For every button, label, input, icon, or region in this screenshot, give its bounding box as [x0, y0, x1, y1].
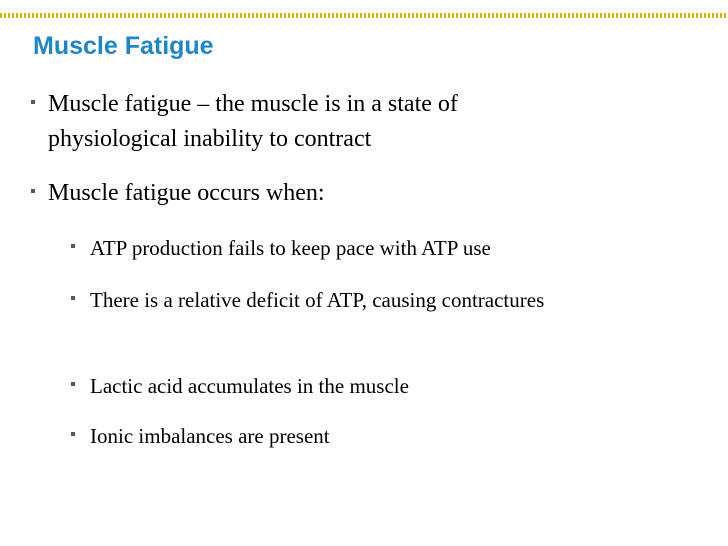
sub-bullet-item — [71, 371, 571, 401]
bullet-square-icon — [31, 100, 35, 104]
bullet-item — [31, 176, 591, 211]
bullet-square-icon — [71, 382, 75, 386]
bullet-square-icon — [71, 244, 75, 248]
sub-bullet-text: Lactic acid accumulates in the muscle — [90, 374, 409, 398]
bullet-square-icon — [71, 432, 75, 436]
bullet-square-icon — [71, 296, 75, 300]
bullet-text: Muscle fatigue – the muscle is in a state of physiological inability to contract — [48, 91, 458, 152]
sub-bullet-item — [71, 285, 571, 315]
sub-bullet-item — [71, 421, 571, 451]
bullet-text: Muscle fatigue occurs when: — [48, 180, 325, 206]
slide-title: Muscle Fatigue — [33, 32, 214, 60]
sub-bullet-item — [71, 233, 651, 263]
bullet-item — [31, 87, 591, 157]
sub-bullet-text: Ionic imbalances are present — [90, 424, 330, 448]
sub-bullet-text: ATP production fails to keep pace with ATP use — [90, 236, 491, 260]
top-dotted-rule — [0, 13, 728, 18]
sub-bullet-text: There is a relative deficit of ATP, causing contractures — [90, 288, 545, 312]
bullet-square-icon — [31, 189, 35, 193]
